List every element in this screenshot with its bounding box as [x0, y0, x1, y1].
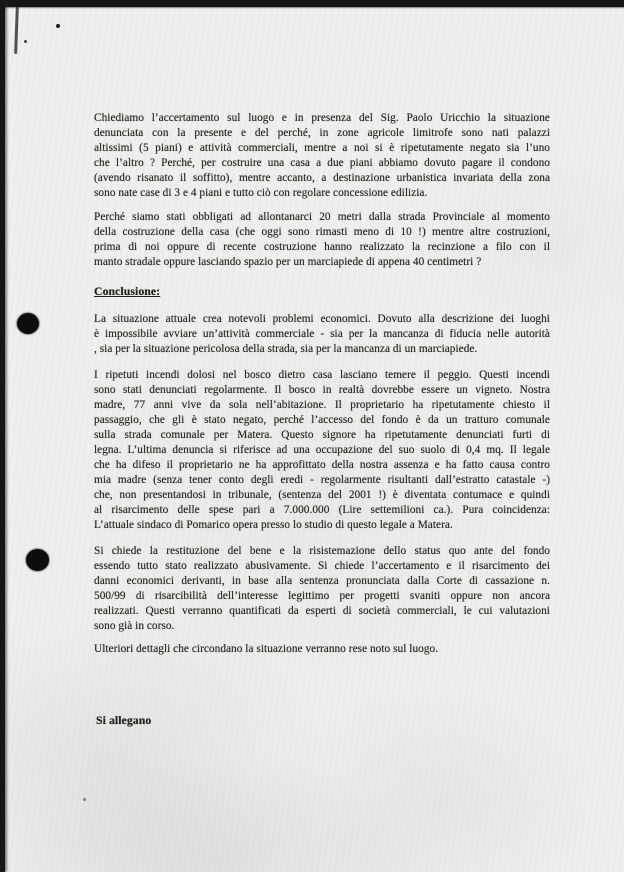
paragraph-strada-provinciale: Perché siamo stati obbligati ad allontanarci 20 metri dalla strada Provinciale al momento della costruzione della casa (che oggi sono rimasti meno di 10 !) mentre altre costruzioni, prima di noi oppure di recente costruzione hanno realizzato la recinzione a filo con il manto stradale oppure lasciando spazio per un marciapiede di appena 40 centimetri ?	[94, 211, 550, 268]
paragraph-incendi-dolosi: I ripetuti incendi dolosi nel bosco dietro casa lasciano temere il peggio. Questi incendi sono stati denunciati regolarmente. Il bosco in realtà dovrebbe essere un vigneto. Nostra madre, 77 anni vive da sola nell’abitazione. Il proprietario ha ripetutamente chiesto il passaggio, che gli è stato negato, perché l’accesso del fondo è da un tratturo comunale sulla strada comunale per Matera. Questo signore ha ripetutamente denunciati furti di legna. L’ultima denuncia si riferisce ad una occupazione del suo suolo di 0,4 mq. Il legale che ha difeso il proprietario ne ha approfittato della nostra assenza e ha fatto causa contro mia madre (senza tener conto degli eredi - regolarmente risultanti dall’estratto catastale -) che, non presentandosi in tribunale, (sentenza del 2001 !) è diventata contumace e quindi al risarcimento delle spese pari a 7.000.000 (Lire settemilioni ca.). Pura coincidenza: L’attuale sindaco di Pomarico opera presso lo studio di questo legale a Matera.	[94, 369, 550, 531]
paragraph-problemi-economici: La situazione attuale crea notevoli problemi economici. Dovuto alla descrizione dei luoghi è impossibile avviare un’attività commerciale - sia per la mancanza di fiducia nelle autorità , sia per la situazione pericolosa della strada, sia per la mancanza di un marciapiede.	[94, 313, 550, 355]
ink-speck	[83, 798, 86, 801]
paragraph-accertamento: Chiediamo l’accertamento sul luogo e in presenza del Sig. Paolo Uricchio la situazione denunciata con la presente e del perché, in zone agricole limitrofe sono nati palazzi altissimi (5 piani) e attività commerciali, mentre a noi si è ripetutamente negato sia l’uno che l’altro ? Perché, per costruire una casa a due piani abbiamo dovuto pagare il condono (avendo risanato il soffitto), mentre accanto, a destinazione urbanistica invariata della zona sono nate case di 3 e 4 piani e tutto ciò con regolare concessione edilizia.	[94, 112, 550, 199]
hole-punch-mark	[17, 313, 39, 334]
ink-speck	[56, 24, 60, 28]
hole-punch-mark	[26, 549, 49, 571]
paragraph-richiesta-risarcimento: Si chiede la restituzione del bene e la risistemazione dello status quo ante del fondo essendo tutto stato realizzato abusivamente. Si chiede l’accertamento e il risarcimento dei danni economici derivanti, in base alla sentenza pronunciata dalla Corte di cassazione n. 500/99 di risarcibilità dell’interesse legittimo per progetti svaniti oppure non ancora realizzati. Questi verranno quantificati da esperti di società commerciali, le cui valutazioni sono già in corso.	[94, 545, 550, 632]
scan-edge-top	[0, 0, 624, 7]
scan-edge-left	[0, 0, 5, 872]
scan-edge-artifact	[14, 6, 19, 54]
attachments-label: Si allegano	[96, 713, 152, 727]
conclusion-heading: Conclusione:	[94, 284, 161, 298]
ink-speck	[24, 40, 27, 43]
paragraph-ulteriori-dettagli: Ulteriori dettagli che circondano la situazione verranno rese noto sul luogo.	[94, 643, 439, 655]
